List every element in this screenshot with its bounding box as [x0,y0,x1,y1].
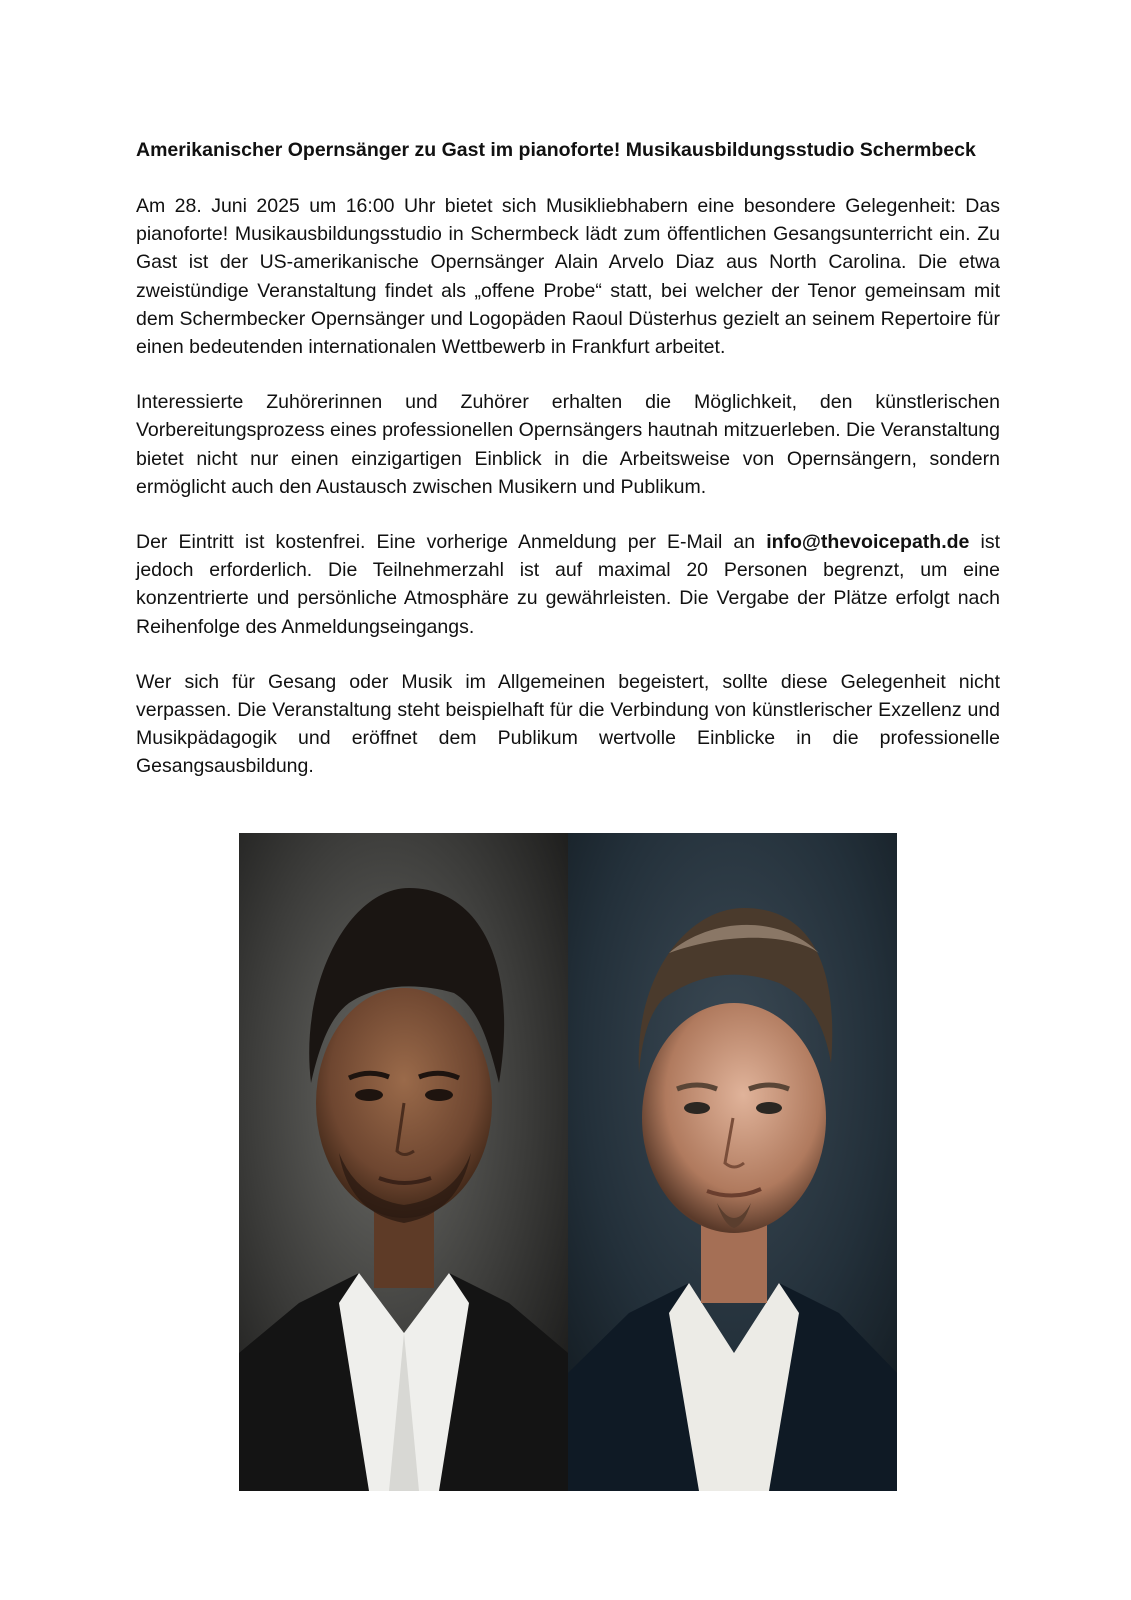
paragraph-audience: Interessierte Zuhörerinnen und Zuhörer erhalten die Möglichkeit, den künstlerischen Vorbereitungsprozess eines professionellen Opernsängers hautnah mitzuerleben. Die Veranstaltung bietet nicht nur einen einzigartigen Einblick in die Arbeitsweise von Opernsängern, sondern ermöglicht auch den Austausch zwischen Musikern und Publikum. [136,391,1000,498]
paragraph-event-info: Am 28. Juni 2025 um 16:00 Uhr bietet sich Musikliebhabern eine besondere Gelegenheit: Das pianoforte! Musikausbildungsstudio in Schermbeck lädt zum öffentlichen Gesangsunterricht ein. Zu Gast ist der US-amerikanische Opernsänger Alain Arvelo Diaz aus North Carolina. Die etwa zweistündige Veranstaltung findet als „offene Probe“ statt, bei welcher der Tenor gemeinsam mit dem Schermbecker Opernsänger und Logopäden Raoul Düsterhus gezielt an seinem Repertoire für einen bedeutenden internationalen Wettbewerb in Frankfurt arbeitet. [136,195,1000,359]
portrait-photo-illustration [239,833,897,1491]
left-portrait [239,833,568,1491]
paragraph-registration [136,528,1000,641]
document-title: Amerikanischer Opernsänger zu Gast im pianoforte! Musikausbildungsstudio Schermbeck [136,139,976,161]
document-body [136,136,1000,808]
registration-text-after: ist jedoch erforderlich. Die Teilnehmerzahl ist auf maximal 20 Personen begrenzt, um eine konzentrierte und persönliche Atmosphäre zu gewährleisten. Die Vergabe der Plätze erfolgt nach Reihenfolge des Anmeldungseingangs. [136,531,1000,638]
paragraph-closing: Wer sich für Gesang oder Musik im Allgemeinen begeistert, sollte diese Gelegenheit nicht verpassen. Die Veranstaltung steht beispielhaft für die Verbindung von künstlerischer Exzellenz und Musikpädagogik und eröffnet dem Publikum wertvolle Einblicke in die professionelle Gesangsausbildung. [136,670,1000,778]
registration-text-before: Der Eintritt ist kostenfrei. Eine vorherige Anmeldung per E-Mail an [136,531,767,554]
right-portrait [568,833,897,1491]
email-address: info@thevoicepath.de [766,531,970,554]
portrait-photo-pair [239,833,897,1491]
